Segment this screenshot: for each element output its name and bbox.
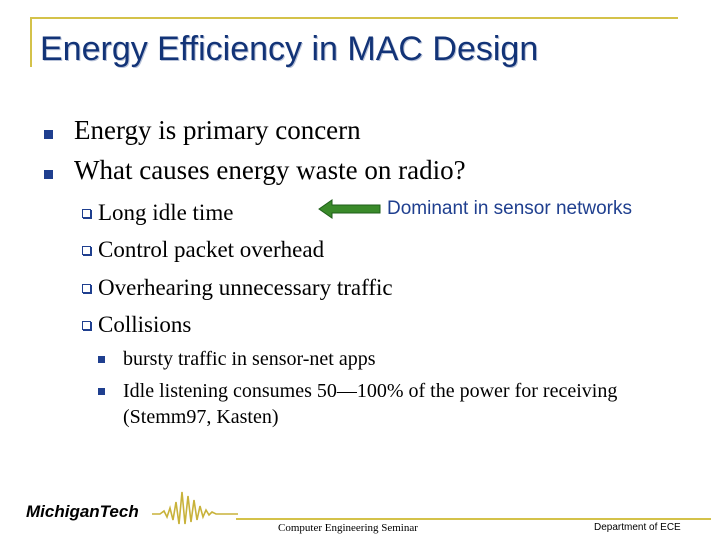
annotation-dominant: Dominant in sensor networks: [387, 198, 632, 219]
left-arrow-icon: [318, 198, 382, 220]
footer-department: Department of ECE: [594, 522, 681, 533]
hollow-box-bullet-icon: [82, 284, 91, 293]
bullet-energy-waste-question: What causes energy waste on radio?: [74, 155, 466, 185]
sub-bullet-long-idle-time: Long idle time: [98, 200, 234, 225]
bullet-energy-primary: Energy is primary concern: [74, 115, 361, 145]
slide-title: Energy Efficiency in MAC Design: [40, 30, 539, 68]
sub-sub-bullet-idle-listening: Idle listening consumes 50—100% of the power for receiving (Stemm97, Kasten): [123, 380, 618, 428]
sub-bullet-control-packet-overhead: Control packet overhead: [98, 237, 325, 262]
bullet-square-icon: [98, 356, 105, 363]
sub-sub-bullet-bursty-traffic: bursty traffic in sensor-net apps: [123, 348, 376, 370]
sub-bullet-collisions: Collisions: [98, 312, 192, 337]
bullet-square-icon: [98, 388, 105, 395]
hollow-box-bullet-icon: [82, 246, 91, 255]
frame-left-rule: [30, 17, 32, 67]
bullet-square-icon: [44, 130, 53, 139]
footer-seminar: Computer Engineering Seminar: [278, 522, 418, 534]
hollow-box-bullet-icon: [82, 321, 91, 330]
signal-wave-icon: [152, 486, 238, 526]
footer-rule: [236, 518, 711, 520]
michigan-tech-logo: [26, 502, 139, 522]
hollow-box-bullet-icon: [82, 209, 91, 218]
logo-text: MichiganTech: [26, 502, 139, 521]
frame-top-rule: [30, 17, 678, 19]
sub-bullet-overhearing: Overhearing unnecessary traffic: [98, 275, 393, 300]
bullet-square-icon: [44, 170, 53, 179]
